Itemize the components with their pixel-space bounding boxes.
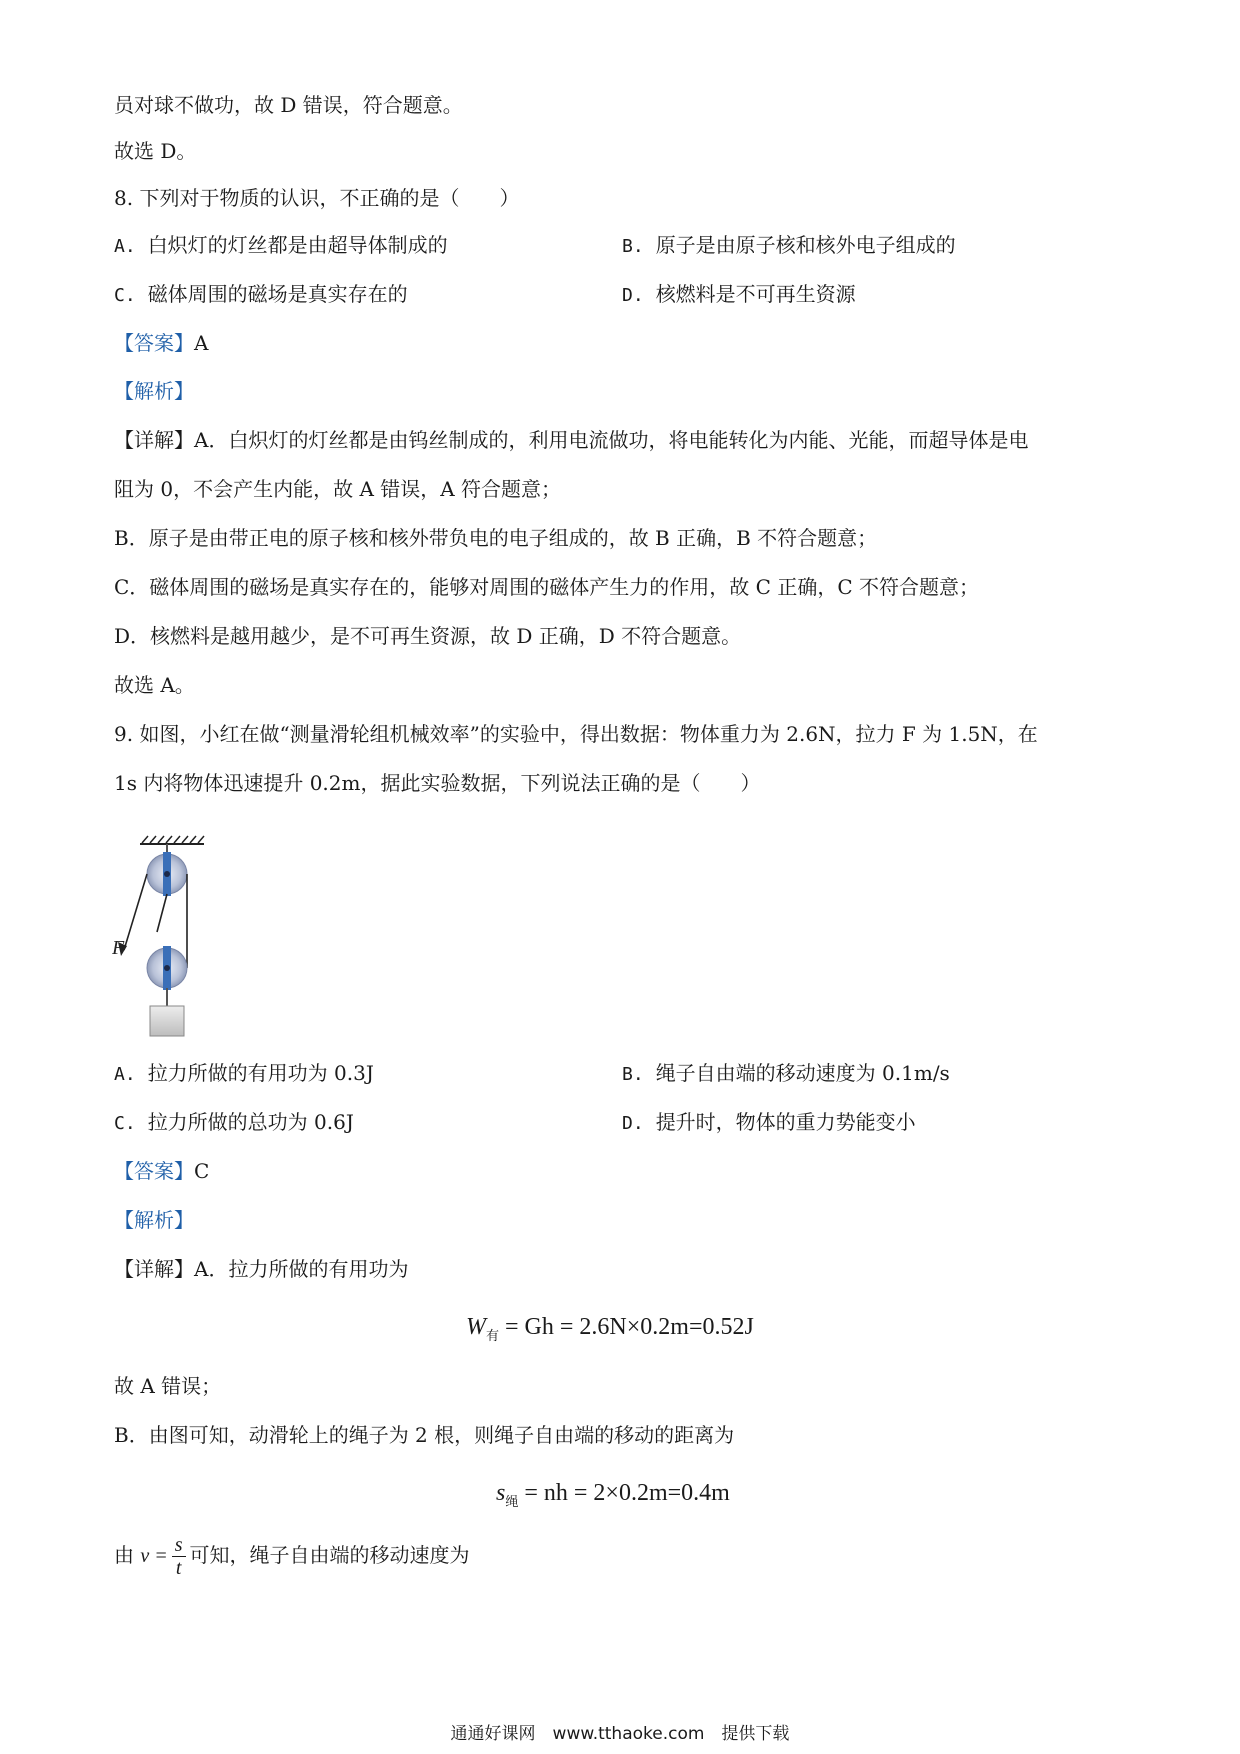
q9-option-d [622, 1107, 916, 1139]
q8-detail-a-line1 [114, 425, 1028, 455]
formula-rhs: = Gh = 2.6N×0.2m=0.52J [499, 1314, 754, 1340]
speed-fraction [172, 1534, 186, 1579]
q8-detail-b: B．原子是由带正电的原子核和核外带负电的电子组成的，故 B 正确，B 不符合题意； [114, 526, 878, 550]
option-letter: C. [114, 1113, 136, 1134]
q8-answer [114, 328, 208, 358]
q9-detail-a [114, 1254, 408, 1284]
fraction-denominator: t [175, 1557, 182, 1579]
pulley-system-figure [112, 834, 222, 1044]
option-text: 拉力所做的总功为 0.6J [147, 1110, 354, 1134]
fraction-numerator: s [172, 1534, 186, 1557]
option-text: 原子是由原子核和核外电子组成的 [655, 233, 956, 257]
detail-tag: 【详解】 [114, 1257, 194, 1281]
q9-stem-line1: 9. 如图，小红在做“测量滑轮组机械效率”的实验中，得出数据：物体重力为 2.6N，拉力 F 为 1.5N，在 [114, 722, 1038, 746]
q8-option-a [114, 230, 448, 262]
formula-useful-work [466, 1310, 754, 1353]
q9-option-c [114, 1107, 354, 1139]
option-letter: D. [622, 285, 644, 306]
formula-sub: 有 [486, 1328, 500, 1343]
q8-analysis-tag: 【解析】 [114, 379, 194, 403]
formula-lhs: W [466, 1314, 486, 1340]
option-letter: C. [114, 285, 136, 306]
option-text: 拉力所做的有用功为 0.3J [147, 1061, 374, 1085]
formula-rope-distance [496, 1476, 730, 1519]
q9-option-a [114, 1058, 374, 1090]
formula-rhs: = nh = 2×0.2m=0.4m [518, 1480, 730, 1506]
q9-analysis-tag: 【解析】 [114, 1208, 194, 1232]
answer-value: C [194, 1159, 210, 1183]
option-letter: D. [622, 1113, 644, 1134]
speed-suffix: 可知，绳子自由端的移动速度为 [189, 1543, 470, 1567]
q8-option-d [622, 279, 856, 311]
movable-pulley [147, 946, 187, 990]
q8-detail-a-line2: 阻为 0，不会产生内能，故 A 错误，A 符合题意； [114, 477, 562, 501]
speed-prefix: 由 [114, 1543, 134, 1567]
answer-value: A [194, 331, 209, 355]
force-label: F [112, 937, 125, 959]
q8-option-c [114, 279, 408, 311]
option-letter: B. [622, 1064, 644, 1085]
detail-tag: 【详解】 [114, 428, 194, 452]
q9-answer [114, 1156, 209, 1186]
ceiling-hatch [140, 836, 204, 844]
speed-var: v = [140, 1545, 168, 1567]
option-text: 白炽灯的灯丝都是由超导体制成的 [147, 233, 448, 257]
option-letter: B. [622, 236, 644, 257]
answer-tag: 【答案】 [114, 331, 194, 355]
option-letter: A. [114, 236, 136, 257]
q9-stem-line2: 1s 内将物体迅速提升 0.2m，据此实验数据，下列说法正确的是（ ） [114, 771, 761, 795]
option-text: 绳子自由端的移动速度为 0.1m/s [655, 1061, 950, 1085]
page-footer: 通通好课网 www.tthaoke.com 提供下载 [450, 1724, 790, 1744]
q9-option-b [622, 1058, 950, 1090]
detail-text: A．拉力所做的有用功为 [194, 1257, 409, 1281]
option-text: 磁体周围的磁场是真实存在的 [147, 282, 408, 306]
q8-detail-c: C．磁体周围的磁场是真实存在的，能够对周围的磁体产生力的作用，故 C 正确，C 不符合题意； [114, 575, 979, 599]
prev-choice: 故选 D。 [114, 139, 197, 163]
option-text: 提升时，物体的重力势能变小 [655, 1110, 916, 1134]
answer-tag: 【答案】 [114, 1159, 194, 1183]
fixed-pulley [147, 852, 187, 896]
detail-text: A．白炽灯的灯丝都是由钨丝制成的，利用电流做功，将电能转化为内能、光能，而超导体是电 [194, 428, 1029, 452]
formula-sub: 绳 [505, 1494, 519, 1509]
q9-speed-line [114, 1530, 470, 1581]
q8-detail-d: D．核燃料是越用越少，是不可再生资源，故 D 正确，D 不符合题意。 [114, 624, 742, 648]
option-text: 核燃料是不可再生资源 [655, 282, 856, 306]
q8-option-b [622, 230, 956, 262]
q8-stem: 8. 下列对于物质的认识，不正确的是（ ） [114, 186, 520, 210]
q9-detail-b: B．由图可知，动滑轮上的绳子为 2 根，则绳子自由端的移动的距离为 [114, 1423, 735, 1447]
weight-block [150, 1006, 184, 1036]
formula-lhs: s [496, 1480, 506, 1506]
q8-choice: 故选 A。 [114, 673, 195, 697]
prev-explanation-line: 员对球不做功，故 D 错误，符合题意。 [114, 93, 463, 117]
q9-a-wrong: 故 A 错误； [114, 1374, 222, 1398]
option-letter: A. [114, 1064, 136, 1085]
